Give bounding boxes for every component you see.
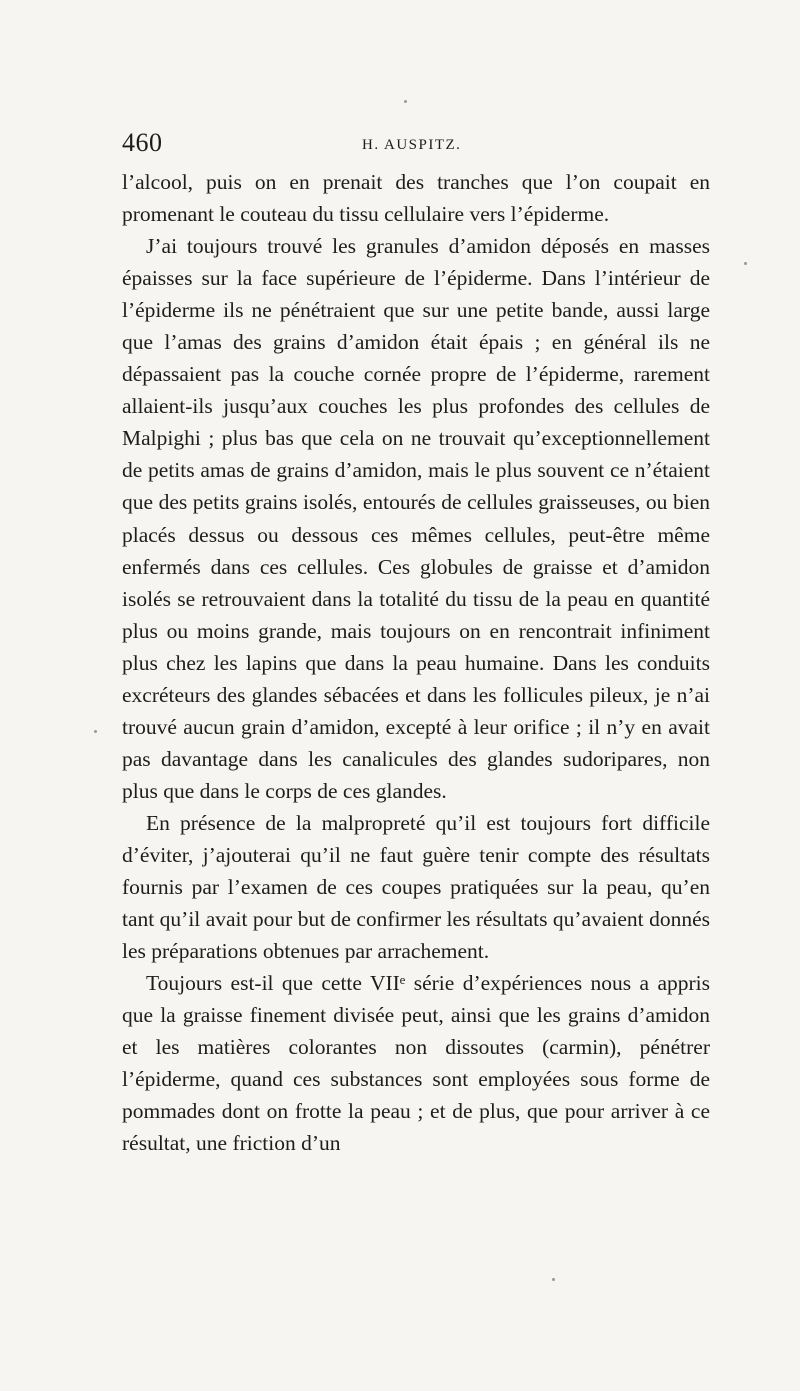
page-number: 460 bbox=[122, 128, 163, 157]
body-text bbox=[122, 166, 710, 1159]
paragraph: J’ai toujours trouvé les granules d’amidon déposés en masses épaisses sur la face supérieure de l’épiderme. Dans l’intérieur de l’épiderme ils ne pénétraient que sur une petite bande, aussi large que l’amas des grains d’amidon était épais ; en général ils ne dépassaient pas la couche cornée propre de l’épiderme, rarement allaient-ils jusqu’aux couches les plus profondes des cellules de Malpighi ; plus bas que cela on ne trouvait qu’exceptionnellement de petits amas de grains d’amidon, mais le plus souvent ce n’étaient que des petits grains isolés, entourés de cellules graisseuses, ou bien placés dessus ou dessous ces mêmes cellules, peut-être même enfermés dans ces cellules. Ces globules de graisse et d’amidon isolés se retrouvaient dans la totalité du tissu de la peau en quantité plus ou moins grande, mais toujours on en rencontrait infiniment plus chez les lapins que dans la peau humaine. Dans les conduits excréteurs des glandes sébacées et dans les follicules pileux, je n’ai trouvé aucun grain d’amidon, excepté à leur orifice ; il n’y en avait pas davantage dans les canalicules des glandes sudoripares, non plus que dans le corps de ces glandes. bbox=[122, 234, 710, 803]
paragraph: En présence de la malpropreté qu’il est toujours fort difficile d’éviter, j’ajouterai qu’il ne faut guère tenir compte des résultats fournis par l’examen de ces coupes pratiquées sur la peau, qu’en tant qu’il avait pour but de confirmer les résultats qu’avaient donnés les préparations obtenues par arrachement. bbox=[122, 810, 710, 964]
paper-speck bbox=[744, 262, 747, 265]
paper-speck bbox=[94, 730, 97, 733]
paragraph: Toujours est-il que cette VIIᵉ série d’expériences nous a appris que la graisse finement divisée peut, ainsi que les grains d’amidon et les matières colorantes non dissoutes (carmin), pénétrer l’épiderme, quand ces substances sont employées sous forme de pommades dont on frotte la peau ; et de plus, que pour arriver à ce résultat, une friction d’un bbox=[122, 971, 710, 1156]
running-head bbox=[122, 128, 710, 164]
paper-speck bbox=[552, 1278, 555, 1281]
paragraph-continuation: l’alcool, puis on en prenait des tranches que l’on coupait en promenant le couteau du tissu cellulaire vers l’épiderme. bbox=[122, 170, 710, 227]
paper-speck bbox=[404, 100, 407, 103]
running-title: H. AUSPITZ. bbox=[362, 137, 462, 153]
